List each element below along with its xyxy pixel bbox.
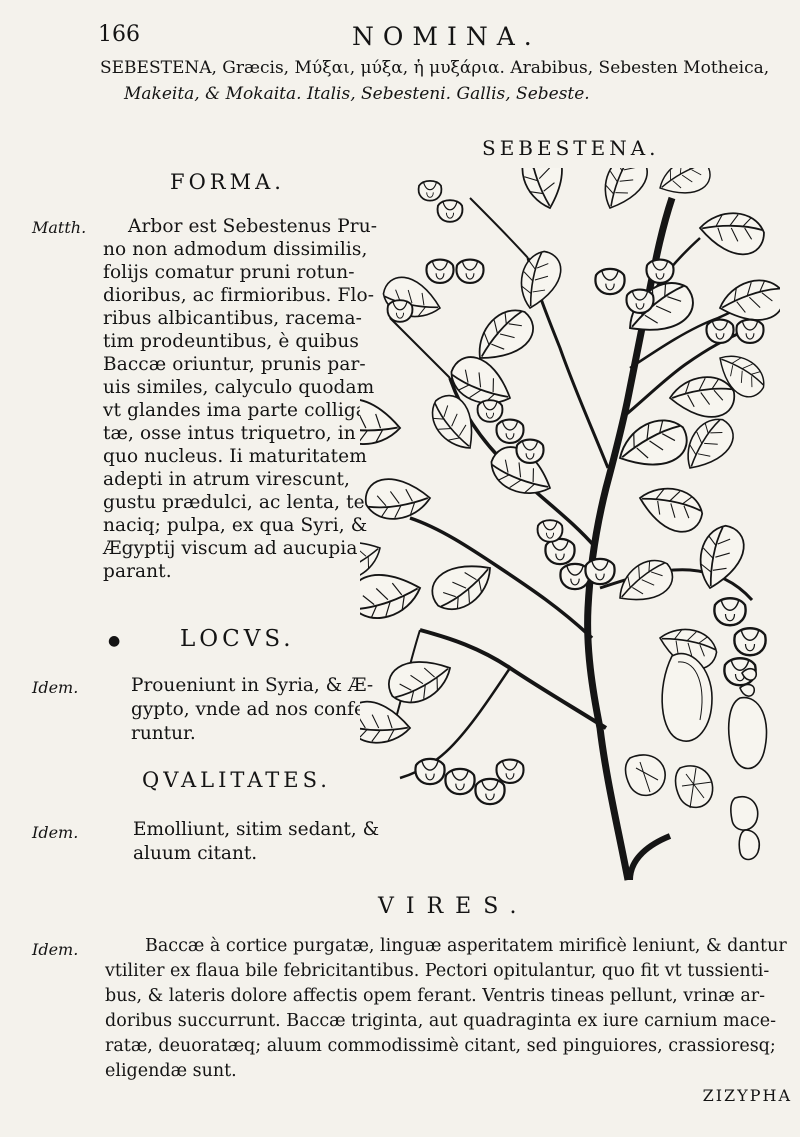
text-line: aluum citant. [133, 843, 258, 864]
text-line: Baccæ oriuntur, prunis par- [103, 354, 366, 375]
text-line: Proueniunt in Syria, & Æ- [131, 675, 374, 696]
text-line: ribus albicantibus, racema- [103, 308, 362, 329]
text-line: gustu prædulci, ac lenta, te- [103, 492, 372, 513]
nomina-line: SEBESTENA, Græcis, Μύξαι, μύξα, ἡ μυξάρια. Arabibus, Sebesten Motheica, [100, 58, 770, 78]
text-line: runtur. [131, 723, 196, 744]
section-heading-vires: VIRES. [378, 894, 529, 919]
page-title: NOMINA. [352, 22, 541, 51]
sebesten-plant-illustration [360, 168, 780, 883]
bullet-mark: ● [108, 633, 121, 649]
side-note: Idem. [32, 823, 79, 842]
text-line: dioribus, ac firmioribus. Flo- [103, 285, 375, 306]
text-line: tæ, osse intus triquetro, in [103, 423, 356, 444]
nomina-line: Makeita, & Mokaita. Italis, Sebesteni. Gallis, Sebeste. [124, 84, 590, 104]
text-line: ratæ, deuoratæq; aluum commodissimè citant, sed pinguiores, crassioresq; [105, 1036, 776, 1056]
text-line: naciq; pulpa, ex qua Syri, & [103, 515, 368, 536]
section-heading-forma: FORMA. [170, 170, 285, 194]
figure-caption: SEBESTENA. [482, 136, 660, 160]
text-line: gypto, vnde ad nos confe- [131, 699, 372, 720]
text-line: folijs comatur pruni rotun- [103, 262, 355, 283]
text-line: vtiliter ex flaua bile febricitantibus. Pectori opitulantur, quo fit vt tussienti- [105, 961, 770, 981]
text-line: doribus succurrunt. Baccæ triginta, aut quadraginta ex iure carnium mace- [105, 1011, 777, 1031]
side-note: Idem. [32, 940, 79, 959]
catchword: ZIZYPHA [702, 1086, 792, 1105]
section-heading-locus: LOCVS. [180, 626, 295, 652]
text-line: Ægyptij viscum ad aucupia [103, 538, 358, 559]
text-line: Baccæ à cortice purgatæ, linguæ asperitatem mirificè leniunt, & dantur [145, 936, 787, 956]
text-line: Arbor est Sebestenus Pru- [128, 216, 378, 237]
page-number: 166 [98, 22, 140, 47]
text-line: quo nucleus. Ii maturitatem [103, 446, 367, 467]
text-line: adepti in atrum virescunt, [103, 469, 351, 490]
side-note: Idem. [32, 678, 79, 697]
side-note: Matth. [32, 218, 87, 237]
text-line: no non admodum dissimilis, [103, 239, 368, 260]
text-line: Emolliunt, sitim sedant, & [133, 819, 380, 840]
text-line: eligendæ sunt. [105, 1061, 237, 1081]
text-line: vt glandes ima parte colliga- [103, 400, 374, 421]
text-line: uis similes, calyculo quodam [103, 377, 375, 398]
text-line: bus, & lateris dolore affectis opem ferant. Ventris tineas pellunt, vrinæ ar- [105, 986, 766, 1006]
section-heading-qualitates: QVALITATES. [142, 768, 331, 792]
text-line: parant. [103, 561, 172, 582]
text-line: tim prodeuntibus, è quibus [103, 331, 359, 352]
